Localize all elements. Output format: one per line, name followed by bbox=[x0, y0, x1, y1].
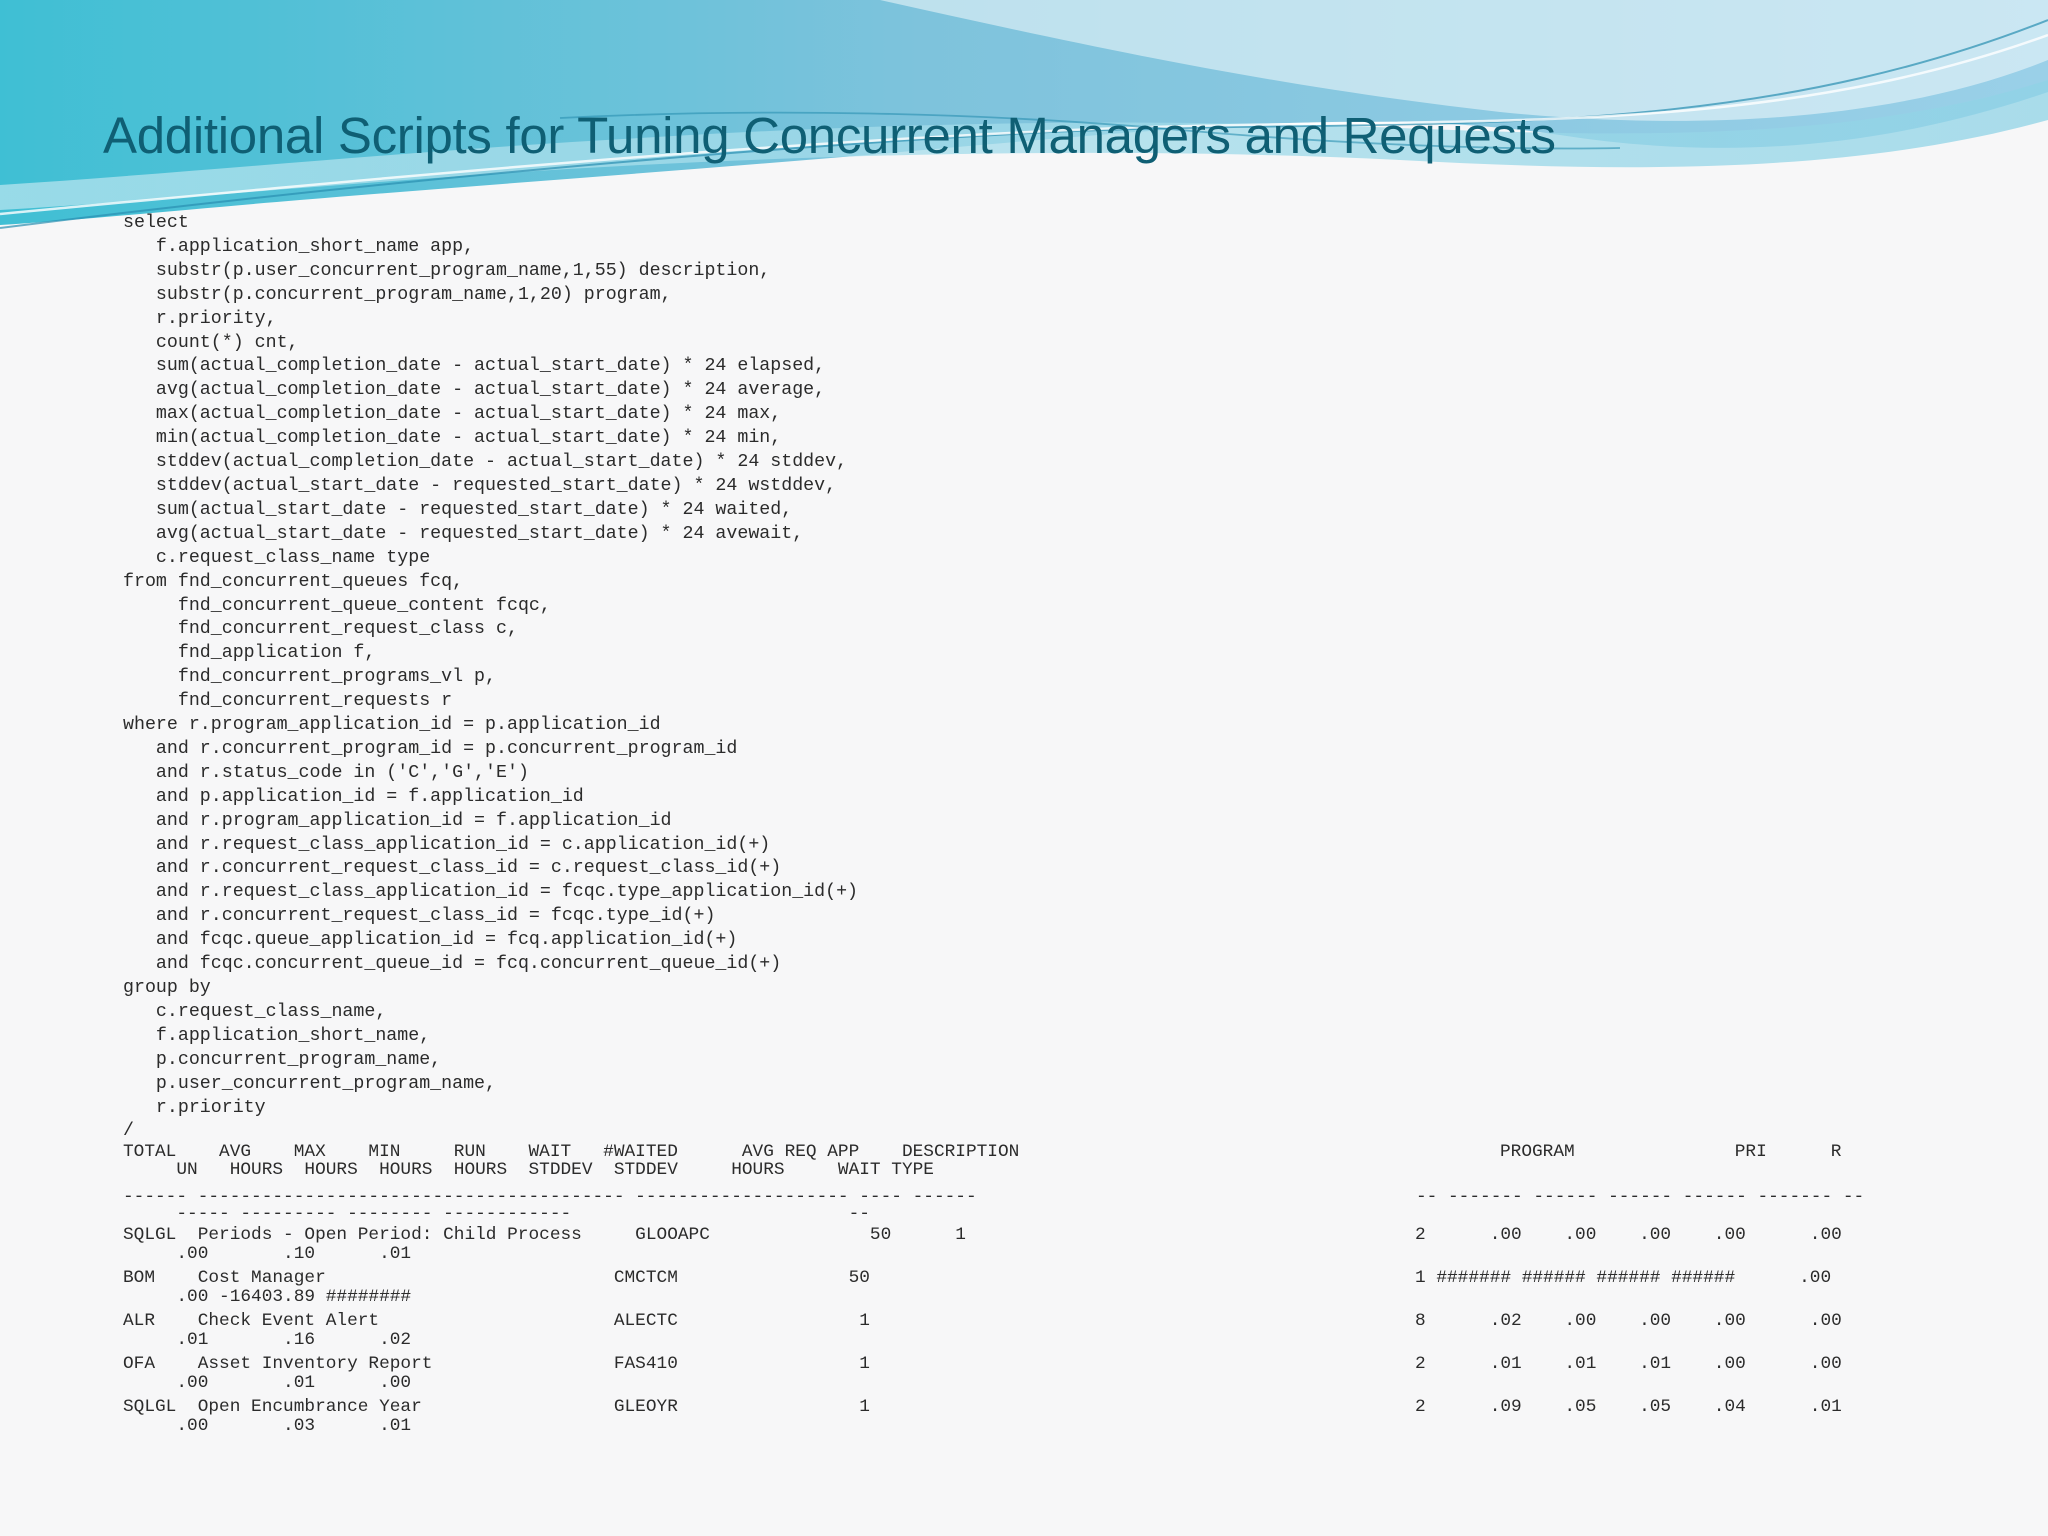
output-separator-line1-right: -- ------- ------ ------ ------ ------- -- bbox=[1416, 1187, 1865, 1207]
sql-line: and r.request_class_application_id = fcqc.type_application_id(+) bbox=[123, 882, 859, 903]
sql-line: substr(p.concurrent_program_name,1,20) program, bbox=[123, 284, 672, 305]
sql-line: c.request_class_name type bbox=[123, 547, 431, 568]
sql-line: sum(actual_start_date - requested_start_date) * 24 waited, bbox=[123, 499, 793, 520]
sql-line: stddev(actual_start_date - requested_start_date) * 24 wstddev, bbox=[123, 475, 837, 496]
output-row-right: 1 ####### ###### ###### ###### .00 bbox=[1415, 1268, 1832, 1288]
output-header-line1-right: PROGRAM PRI R bbox=[1500, 1142, 1842, 1162]
sql-script bbox=[123, 212, 858, 1144]
sql-line: fnd_concurrent_programs_vl p, bbox=[123, 667, 496, 688]
sql-line: group by bbox=[123, 978, 211, 998]
sql-line: and r.request_class_application_id = c.application_id(+) bbox=[123, 834, 771, 855]
sql-line: and fcqc.concurrent_queue_id = fcq.concurrent_queue_id(+) bbox=[123, 954, 782, 975]
output-row-right: 2 .01 .01 .01 .00 .00 bbox=[1415, 1354, 1842, 1374]
sql-line: c.request_class_name, bbox=[123, 1001, 387, 1022]
sql-line: substr(p.user_concurrent_program_name,1,55) description, bbox=[123, 260, 771, 281]
sql-line: and r.program_application_id = f.application_id bbox=[123, 810, 672, 831]
sql-line: fnd_concurrent_request_class c, bbox=[123, 619, 518, 640]
sql-line: and r.concurrent_program_id = p.concurrent_program_id bbox=[123, 738, 738, 759]
output-separator-line2: ----- --------- -------- ------------ -- bbox=[123, 1204, 870, 1224]
output-row-left: OFA Asset Inventory Report FAS410 1 bbox=[123, 1354, 870, 1374]
sql-line: fnd_concurrent_queue_content fcqc, bbox=[123, 595, 551, 616]
output-row-right: 8 .02 .00 .00 .00 .00 bbox=[1415, 1311, 1842, 1331]
sql-line: / bbox=[123, 1121, 134, 1142]
output-row-cont: .00 .03 .01 bbox=[123, 1416, 412, 1436]
sql-line: fnd_application f, bbox=[123, 643, 376, 664]
output-row-left: ALR Check Event Alert ALECTC 1 bbox=[123, 1311, 870, 1331]
sql-line: f.application_short_name, bbox=[123, 1025, 431, 1046]
output-row-right: 2 .09 .05 .05 .04 .01 bbox=[1415, 1397, 1842, 1417]
slide-title: Additional Scripts for Tuning Concurrent Managers and Requests bbox=[103, 107, 1556, 164]
sql-line: count(*) cnt, bbox=[123, 332, 299, 353]
sql-line: avg(actual_completion_date - actual_start_date) * 24 average, bbox=[123, 380, 826, 401]
sql-line: min(actual_completion_date - actual_start_date) * 24 min, bbox=[123, 428, 782, 449]
output-row-cont: .00 -16403.89 ######## bbox=[123, 1287, 412, 1307]
sql-line: max(actual_completion_date - actual_start_date) * 24 max, bbox=[123, 404, 782, 425]
output-separator-line1: ------ ---------------------------------------- -------------------- ---- ------ bbox=[123, 1187, 977, 1207]
sql-line: f.application_short_name app, bbox=[123, 236, 475, 257]
output-row-right: 2 .00 .00 .00 .00 .00 bbox=[1415, 1225, 1842, 1245]
output-row-left: SQLGL Open Encumbrance Year GLEOYR 1 bbox=[123, 1397, 870, 1417]
sql-line: sum(actual_completion_date - actual_start_date) * 24 elapsed, bbox=[123, 356, 826, 377]
sql-line: and r.concurrent_request_class_id = c.request_class_id(+) bbox=[123, 858, 782, 879]
sql-line: where r.program_application_id = p.application_id bbox=[123, 715, 661, 736]
sql-line: from fnd_concurrent_queues fcq, bbox=[123, 571, 464, 592]
sql-line: p.user_concurrent_program_name, bbox=[123, 1073, 496, 1094]
output-row-cont: .01 .16 .02 bbox=[123, 1330, 412, 1350]
sql-line: r.priority bbox=[123, 1097, 266, 1118]
output-row-cont: .00 .01 .00 bbox=[123, 1373, 412, 1393]
output-header-line2: UN HOURS HOURS HOURS HOURS STDDEV STDDEV HOURS WAIT TYPE bbox=[123, 1160, 934, 1180]
sql-line: stddev(actual_completion_date - actual_start_date) * 24 stddev, bbox=[123, 452, 848, 473]
sql-line: and p.application_id = f.application_id bbox=[123, 786, 584, 807]
output-row-left: SQLGL Periods - Open Period: Child Process GLOOAPC 50 1 bbox=[123, 1225, 966, 1245]
sql-line: and fcqc.queue_application_id = fcq.application_id(+) bbox=[123, 930, 738, 951]
output-row-left: BOM Cost Manager CMCTCM 50 bbox=[123, 1268, 870, 1288]
sql-line: r.priority, bbox=[123, 308, 277, 329]
sql-line: p.concurrent_program_name, bbox=[123, 1049, 442, 1070]
sql-line: fnd_concurrent_requests r bbox=[123, 691, 453, 712]
sql-line: select bbox=[123, 213, 189, 233]
sql-line: and r.status_code in ('C','G','E') bbox=[123, 762, 529, 783]
output-row-cont: .00 .10 .01 bbox=[123, 1244, 412, 1264]
sql-line: and r.concurrent_request_class_id = fcqc.type_id(+) bbox=[123, 906, 716, 927]
output-header-line1: TOTAL AVG MAX MIN RUN WAIT #WAITED AVG REQ APP DESCRIPTION bbox=[123, 1142, 1020, 1162]
sql-line: avg(actual_start_date - requested_start_date) * 24 avewait, bbox=[123, 523, 804, 544]
